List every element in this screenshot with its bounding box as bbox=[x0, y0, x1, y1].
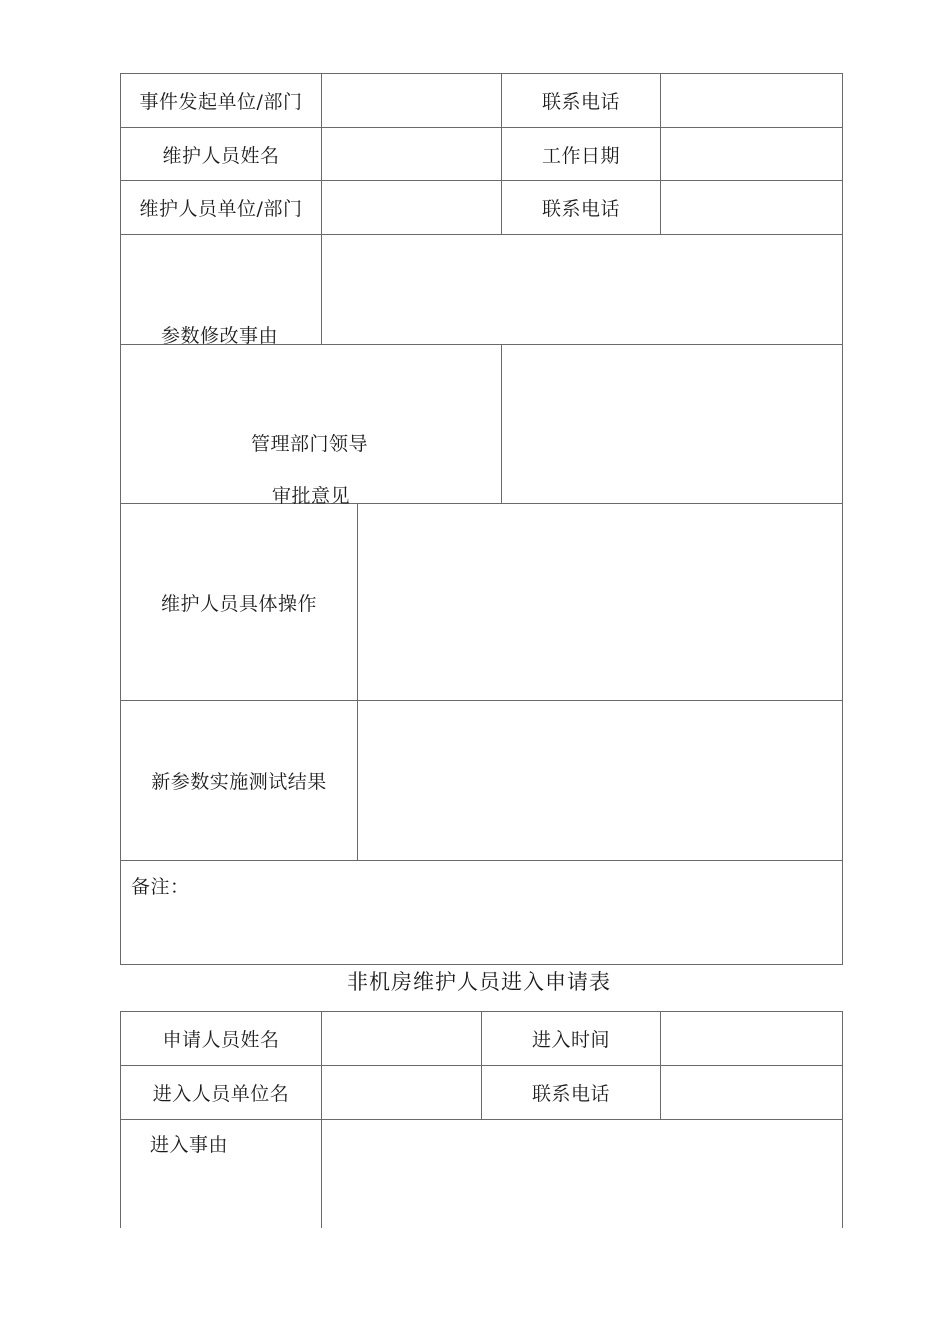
remarks-field[interactable] bbox=[121, 900, 842, 964]
operation-label: 维护人员具体操作 bbox=[160, 592, 317, 615]
applicant-name-field[interactable] bbox=[322, 1012, 481, 1065]
operation-field[interactable] bbox=[358, 504, 842, 700]
test-result-field[interactable] bbox=[358, 701, 842, 860]
entrant-org-field[interactable] bbox=[322, 1066, 481, 1119]
entry-reason-field[interactable] bbox=[322, 1120, 842, 1228]
initiator-dept-label: 事件发起单位/部门 bbox=[139, 91, 303, 113]
test-result-label: 新参数实施测试结果 bbox=[151, 771, 327, 793]
entry-form-title: 非机房维护人员进入申请表 bbox=[347, 970, 611, 994]
param-change-reason-field[interactable] bbox=[322, 235, 842, 344]
maintainer-phone-label: 联系电话 bbox=[541, 198, 620, 220]
initiator-dept-field[interactable] bbox=[322, 74, 501, 127]
maintainer-dept-label: 维护人员单位/部门 bbox=[139, 198, 303, 220]
maintainer-name-field[interactable] bbox=[322, 128, 501, 180]
approval-field[interactable] bbox=[502, 345, 842, 503]
entrant-org-label: 进入人员单位名 bbox=[152, 1083, 290, 1105]
entry-time-label: 进入时间 bbox=[531, 1029, 610, 1051]
maintainer-phone-field[interactable] bbox=[661, 181, 842, 234]
remarks-label: 备注： bbox=[131, 876, 190, 898]
approval-label-line1: 管理部门领导 bbox=[251, 433, 369, 455]
work-date-field[interactable] bbox=[661, 128, 842, 180]
work-date-label: 工作日期 bbox=[541, 144, 620, 167]
applicant-name-label: 申请人员姓名 bbox=[162, 1029, 280, 1051]
entrant-phone-field[interactable] bbox=[661, 1066, 842, 1119]
entrant-phone-label: 联系电话 bbox=[531, 1083, 610, 1105]
param-change-reason-label: 参数修改事由 bbox=[161, 325, 279, 347]
entry-time-field[interactable] bbox=[661, 1012, 842, 1065]
entry-reason-label: 进入事由 bbox=[150, 1134, 229, 1156]
approval-label-line2: 审批意见 bbox=[272, 485, 351, 507]
maintainer-name-label: 维护人员姓名 bbox=[162, 144, 280, 167]
initiator-phone-label: 联系电话 bbox=[541, 91, 620, 113]
initiator-phone-field[interactable] bbox=[661, 74, 842, 127]
maintainer-dept-field[interactable] bbox=[322, 181, 501, 234]
